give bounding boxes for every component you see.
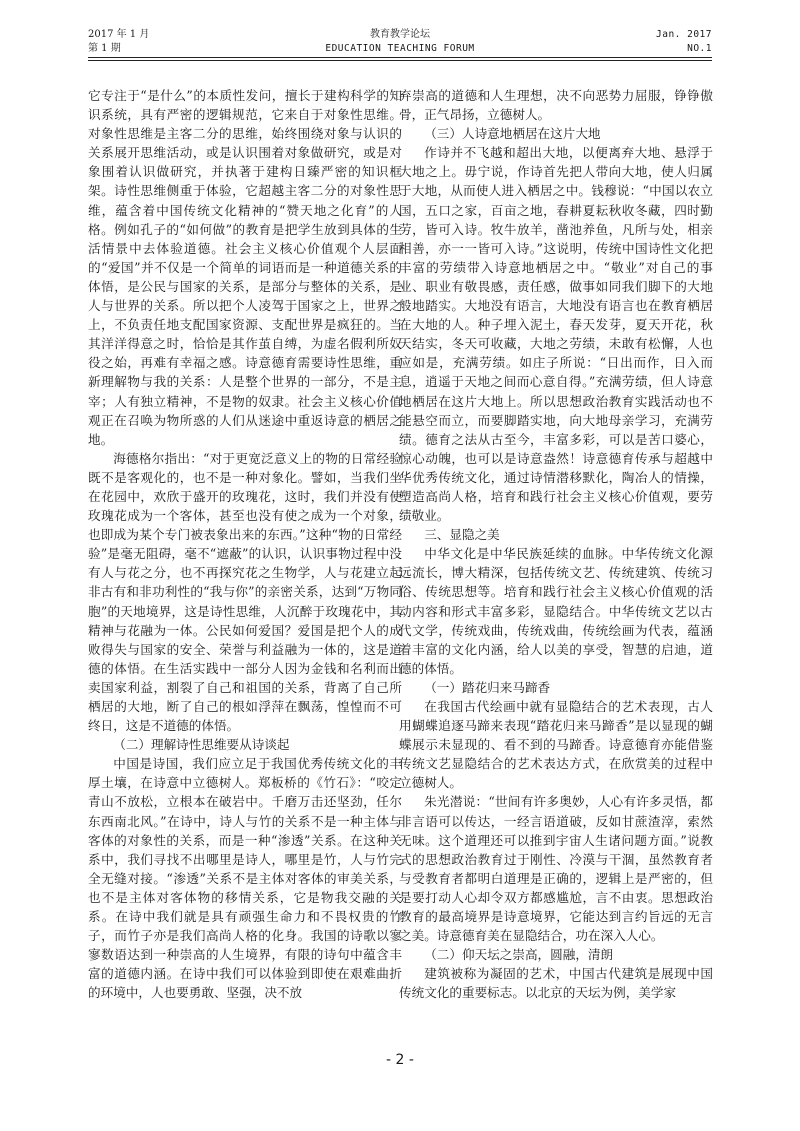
section-heading: （二）仰天坛之崇高，圆融，清朗 [424, 947, 614, 963]
header-issue-en: NO.1 [687, 43, 712, 54]
page-number: - 2 - [386, 1052, 414, 1068]
paragraph: 弃崇高的道德和人生理想，决不向恶势力屈服，铮铮傲骨，正气昂扬，立德树人。 [399, 88, 713, 123]
right-column [399, 86, 713, 1003]
header-date-cn: 2017 年 1 月 [88, 29, 150, 40]
header-journal-cn: 教育教学论坛 [370, 29, 430, 40]
paragraph: 在我国古代绘画中就有显隐结合的艺术表现，古人用蝴蝶追逐马蹄来表现“踏花归来马蹄香”是以显现的蝴蝶展示未显现的、看不到的马蹄香。诗意德育亦能借鉴传统文艺显隐结合的艺术表达方式，在欣赏美的过程中立德树人。 [399, 699, 713, 791]
header-date-en: Jan. 2017 [656, 29, 712, 40]
paragraph: 作诗并不飞越和超出大地，以便离弃大地、悬浮于大地之上。毋宁说，作诗首先把人带向大地，使人归属于大地，从而使人进入栖居之中。钱穆说：“中国以农立国，五口之家，百亩之地，春耕夏耘秋收冬藏，四时勤劳，皆可入诗。牧牛放羊，凿池养鱼，凡所与处，相亲相善，亦一一皆可入诗。”这说明，传统中国诗性文化把丰富的劳绩带入诗意地栖居之中。“敬业”对自己的事业、职业有敬畏感，责任感，做事如同我们脚下的大地般地踏实。大地没有语言，大地没有语言也在教育栖居在大地的人。种子埋入泥土，春天发芽，夏天开花，秋天结实，冬天可收藏，大地之劳绩，未敢有松懈，人也应如是，充满劳绩。如庄子所说：“日出而作，日入而息，逍遥于天地之间而心意自得。”充满劳绩，但人诗意地栖居在这片大地上。所以思想政治教育实践活动也不能悬空而立，而要脚踏实地，向大地母亲学习，充满劳绩。德育之法从古至今，丰富多彩，可以是苦口婆心，惊心动魄，也可以是诗意盎然！诗意德育传承与超越中华优秀传统文化，通过诗情潜移默化，陶冶人的情操，塑造高尚人格，培育和践行社会主义核心价值观，要劳绩敬业。 [399, 145, 713, 524]
header-issue-cn: 第 1 期 [88, 43, 121, 54]
paragraph: 中华文化是中华民族延续的血脉。中华传统文化源远流长，博大精深，包括传统文艺、传统建筑、传统习俗、传统思想等。培育和践行社会主义核心价值观的活动内容和形式丰富多彩，显隐结合。中华传统文艺以古代文学，传统戏曲，传统戏曲，传统绘画为代表，蕴涵着丰富的文化内涵，给人以美的享受，智慧的启迪，道德的体悟。 [399, 546, 713, 676]
paragraph: 朱光潜说：“世间有许多奥妙，人心有许多灵悟，都非言语可以传达，一经言语道破，反如甘蔗渣滓，索然无味。这个道理还可以推到宇宙人生诸问题方面。”说教式的思想政治教育过于刚性、冷漠与干涸，虽然教育者与受教育者都明白道理是正确的，逻辑上是严密的，但是要打动人心却令双方都感尴尬，言不由衷。思想政治教育的最高境界是诗意境界，它能达到言约旨远的无言之美。诗意德育美在显隐结合，功在深入人心。 [399, 794, 713, 944]
left-column [88, 86, 402, 1003]
header-rule-thin [88, 60, 712, 61]
header-journal-en: EDUCATION TEACHING FORUM [325, 43, 475, 54]
paragraph: 建筑被称为凝固的艺术，中国古代建筑是展现中国传统文化的重要标志。以北京的天坛为例，美学家 [399, 966, 713, 1001]
running-header [88, 28, 712, 72]
section-heading: 三、显隐之美 [424, 527, 500, 543]
paragraph: 海德格尔指出：“对于更宽泛意义上的物的日常经验既不是客观化的，也不是一种对象化。譬如，当我们坐在花园中，欢欣于盛开的玫瑰花，这时，我们并没有使玫瑰花成为一个客体，甚至也没有使之成为一个对象，也即成为某个专门被表象出来的东西。”这种“物的日常经验”是毫无阻碍，毫不“遮蔽”的认识，认识事物过程中没有人与花之分，也不再探究花之生物学，人与花建立起非古有和非功利性的“我与你”的亲密关系，达到“万物同胞”的天地境界，这是诗性思维，人沉醉于玫瑰花中，其精神与花融为一体。公民如何爱国？爱国是把个人的成败得失与国家的安全、荣誉与利益融为一体的，这是道德的体悟。在生活实践中一部分人因为金钱和名利而出卖国家利益，割裂了自己和祖国的关系，背离了自己所栖居的大地，断了自己的根如浮萍在飘荡，惶惶而不可终日，这是不道德的体悟。 [88, 450, 402, 734]
header-rule-thick [88, 57, 712, 58]
paragraph: 中国是诗国，我们应立足于我国优秀传统文化的丰厚土壤，在诗意中立德树人。郑板桥的《竹石》：“咬定青山不放松，立根本在破岩中。千磨万击还坚劲，任尔东西南北风。”在诗中，诗人与竹的关系不是一种主体与客体的对象性的关系，而是一种“渗透”关系。在这种关系中，我们寻找不出哪里是诗人，哪里是竹，人与竹完全无缝对接。“渗透”关系不是主体对客体的审美关系，也不是主体对客体物的移情关系，它是物我交融的关系。在诗中我们就是具有顽强生命力和不畏权贵的竹子，而竹子亦是我们高尚人格的化身。我国的诗歌以寥寥数语达到一种崇高的人生境界，有限的诗句中蕴含丰富的道德内涵。在诗中我们可以体验到即使在艰难曲折的环境中，人也要勇敢、坚强，决不放 [88, 756, 402, 1001]
section-heading: （二）理解诗性思维要从诗谈起 [113, 737, 290, 753]
section-heading: （一）踏花归来马蹄香 [424, 679, 551, 695]
paragraph: 它专注于“是什么”的本质性发问，擅长于建构科学的知识系统，具有严密的逻辑规范，它来自于对象性思维。对象性思维是主客二分的思维，始终围绕对象与认识的关系展开思维活动，或是认识围着对象做研究，或是对象围着认识做研究，并执著于建构日臻严密的知识框架。诗性思维侧重于体验，它超越主客二分的对象性思维，蕴含着中国传统文化精神的“赞天地之化育”的人格。例如孔子的“如何做”的教育是把学生放到具体的生活情景中去体验道德。社会主义核心价值观个人层面的“爱国”并不仅是一个简单的词语而是一种道德关系的体悟，是公民与国家的关系，是部分与整体的关系，是人与世界的关系。所以把个人凌驾于国家之上，世界之上，不负责任地支配国家资源、支配世界是疯狂的。当其洋洋得意之时，恰恰是其作茧自缚，为虚名假利所奴役之始，再难有幸福之感。诗意德育需要诗性思维，重新理解物与我的关系：人是整个世界的一部分，不是主宰；人有独立精神，不是物的奴隶。社会主义核心价值观正在召唤为物所惑的人们从迷途中重返诗意的栖居之地。 [88, 88, 402, 447]
section-heading: （三）人诗意地栖居在这片大地 [424, 126, 601, 142]
